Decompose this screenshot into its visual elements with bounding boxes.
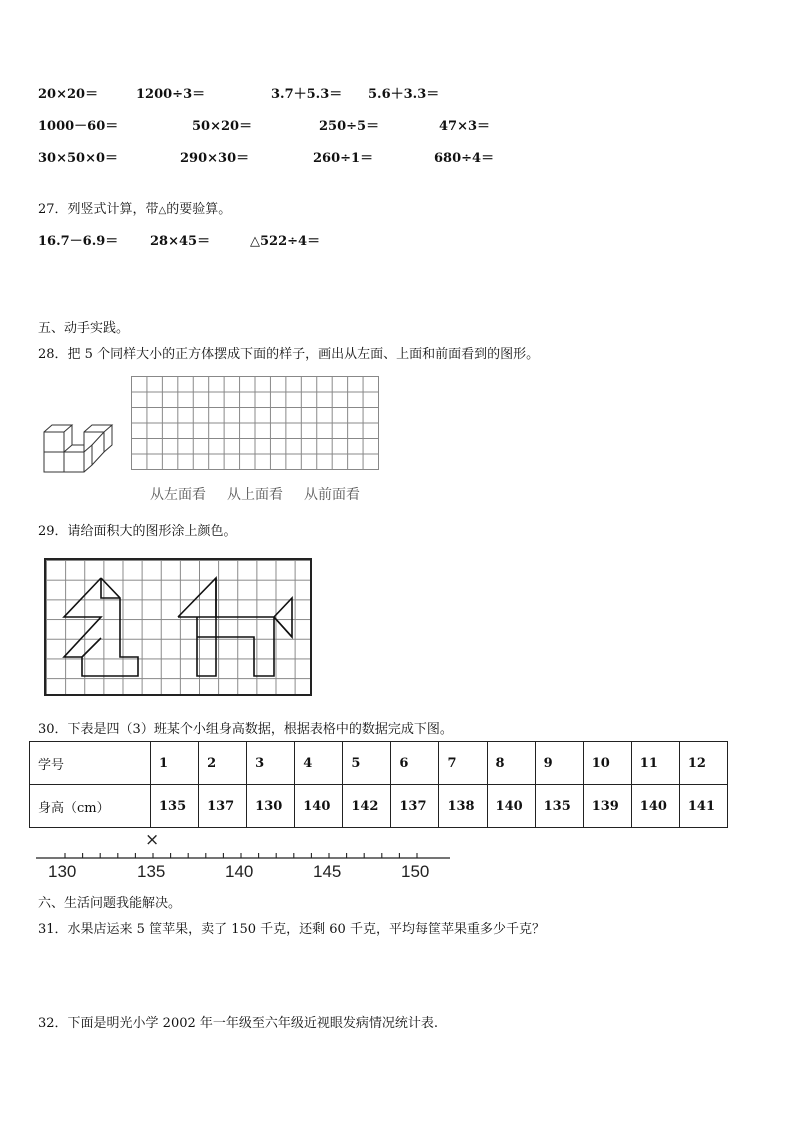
calc-item: 30×50×0＝ — [38, 151, 119, 166]
table-cell: 8 — [487, 742, 535, 785]
number-line — [36, 832, 456, 862]
caption-top-view: 从上面看 — [227, 487, 283, 503]
calc-item: 20×20＝ — [38, 87, 99, 102]
section-heading: 六、生活问题我能解决。 — [38, 896, 182, 911]
q27-title — [38, 198, 231, 217]
table-cell: 140 — [631, 785, 679, 828]
height-table — [29, 741, 728, 828]
calc-item: 1200÷3＝ — [136, 87, 206, 102]
table-cell: 7 — [439, 742, 487, 785]
table-cell: 140 — [295, 785, 343, 828]
q29-title: 29．请给面积大的图形涂上颜色。 — [38, 524, 237, 539]
cube-figure — [40, 420, 120, 476]
calc-item: 260÷1＝ — [313, 151, 374, 166]
table-cell: 5 — [343, 742, 391, 785]
calc-item: 250÷5＝ — [319, 119, 380, 134]
table-cell: 11 — [631, 742, 679, 785]
q32-title: 32．下面是明光小学 2002 年一年级至六年级近视眼发病情况统计表. — [38, 1016, 439, 1031]
calc-item: 50×20＝ — [192, 119, 253, 134]
axis-label: 145 — [313, 862, 342, 881]
table-cell: 10 — [583, 742, 631, 785]
table-row — [30, 742, 728, 785]
axis-label: 130 — [48, 862, 77, 881]
shape-right — [178, 578, 292, 637]
shapes-figure[interactable] — [44, 558, 312, 696]
table-cell: 9 — [535, 742, 583, 785]
q27-item: 16.7－6.9＝ — [38, 234, 119, 249]
table-cell: 141 — [679, 785, 727, 828]
table-cell: 2 — [199, 742, 247, 785]
table-cell: 6 — [391, 742, 439, 785]
q27-title-tail: 的要验算。 — [166, 202, 232, 217]
q30-title: 30．下表是四（3）班某个小组身高数据，根据表格中的数据完成下图。 — [38, 722, 453, 737]
axis-label: 135 — [137, 862, 166, 881]
drawing-grid[interactable] — [131, 376, 379, 470]
q27-title-text: 27．列竖式计算，带 — [38, 202, 159, 217]
calc-item: 680÷4＝ — [434, 151, 495, 166]
table-cell: 137 — [391, 785, 439, 828]
calc-item: 5.6＋3.3＝ — [368, 87, 440, 102]
table-cell: 139 — [583, 785, 631, 828]
table-cell: 138 — [439, 785, 487, 828]
table-row — [30, 785, 728, 828]
table-cell: 137 — [199, 785, 247, 828]
row-label: 学号 — [30, 742, 151, 785]
table-cell: 135 — [151, 785, 199, 828]
caption-left-view: 从左面看 — [150, 487, 206, 503]
q28-title: 28．把 5 个同样大小的正方体摆成下面的样子，画出从左面、上面和前面看到的图形。 — [38, 347, 540, 362]
triangle-mark: △ — [158, 205, 167, 216]
section-heading: 五、动手实践。 — [38, 321, 130, 336]
row-label: 身高（cm） — [30, 785, 151, 828]
axis-label: 140 — [225, 862, 254, 881]
table-cell: 3 — [247, 742, 295, 785]
calc-item: 3.7＋5.3＝ — [271, 87, 343, 102]
table-cell: 12 — [679, 742, 727, 785]
table-cell: 130 — [247, 785, 295, 828]
q27-item: 28×45＝ — [150, 234, 211, 249]
calc-item: 47×3＝ — [439, 119, 491, 134]
table-cell: 142 — [343, 785, 391, 828]
cross-mark: × — [145, 830, 160, 850]
table-cell: 140 — [487, 785, 535, 828]
q27-item: △522÷4＝ — [250, 234, 321, 249]
table-cell: 1 — [151, 742, 199, 785]
table-cell: 4 — [295, 742, 343, 785]
q31-title: 31．水果店运来 5 筐苹果，卖了 150 千克，还剩 60 千克，平均每筐苹果重多少千克？ — [38, 922, 545, 937]
calc-item: 1000－60＝ — [38, 119, 119, 134]
calc-item: 290×30＝ — [180, 151, 250, 166]
table-cell: 135 — [535, 785, 583, 828]
axis-label: 150 — [401, 862, 430, 881]
caption-front-view: 从前面看 — [304, 487, 360, 503]
